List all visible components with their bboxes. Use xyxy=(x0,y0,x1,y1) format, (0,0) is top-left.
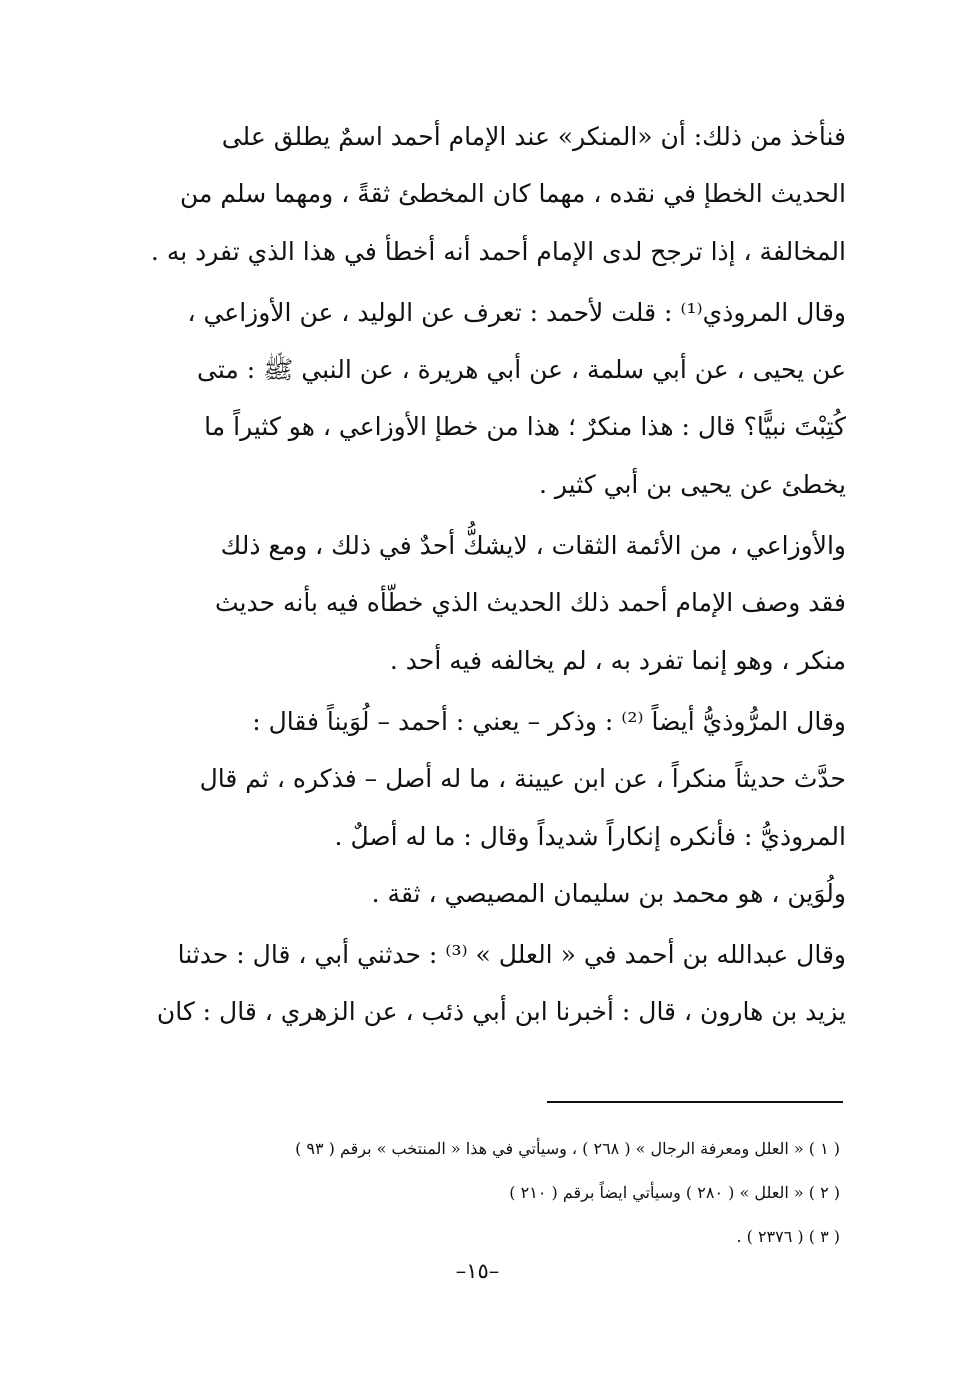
body-line: وقال المرُّوذيُّ أيضاً ⁽²⁾ : وذكر – يعني : أحمد – لُوَيناً فقال : xyxy=(252,706,846,736)
body-line: المخالفة ، إذا ترجح لدى الإمام أحمد أنه أخطأ في هذا الذي تفرد به . xyxy=(150,236,846,266)
body-text xyxy=(126,108,846,1041)
body-line: الحديث الخطإ في نقده ، مهما كان المخطئ ثقةً ، ومهما سلم من xyxy=(180,179,846,209)
body-line: يزيد بن هارون ، قال : أخبرنا ابن أبي ذئب ، عن الزهري ، قال : كان xyxy=(156,997,846,1027)
footnote-divider xyxy=(547,1101,843,1103)
footnote-1: ( ١ ) « العلل ومعرفة الرجال » ( ٢٦٨ ) ، وسيأتي في هذا « المنتخب » برقم ( ٩٣ ) xyxy=(295,1139,840,1158)
body-line: المروذيُّ : فأنكره إنكاراً شديداً وقال : ما له أصلٌ . xyxy=(334,821,846,851)
body-line: عن يحيى ، عن أبي سلمة ، عن أبي هريرة ، عن النبي ﷺ : متى xyxy=(197,355,846,385)
body-line: فقد وصف الإمام أحمد ذلك الحديث الذي خطّأه فيه بأنه حديث xyxy=(214,588,846,618)
body-line: يخطئ عن يحيى بن أبي كثير . xyxy=(538,469,846,499)
body-line: وقال المروذي⁽¹⁾ : قلت لأحمد : تعرف عن الوليد ، عن الأوزاعي ، xyxy=(187,297,846,327)
body-line: فنأخذ من ذلك: أن «المنكر» عند الإمام أحمد اسمٌ يطلق على xyxy=(221,122,846,151)
body-line: والأوزاعي ، من الأئمة الثقات ، لايشكُّ أحدٌ في ذلك ، ومع ذلك xyxy=(220,531,846,561)
footnotes xyxy=(200,1127,840,1259)
footnote-2: ( ٢ ) « العلل » ( ٢٨٠ ) وسيأتي ايضاً برقم ( ٢١٠ ) xyxy=(509,1183,840,1202)
page-number: –١٥– xyxy=(455,1259,500,1283)
body-line: منكر ، وهو إنما تفرد به ، لم يخالفه فيه أحد . xyxy=(389,645,846,675)
body-line: حدَّث حديثاً منكراً ، عن ابن عيينة ، ما له أصل – فذكره ، ثم قال xyxy=(199,764,846,794)
body-line: كُتِبْتَ نبيًّا؟ قال : هذا منكرٌ ؛ هذا من خطإ الأوزاعي ، هو كثيراً ما xyxy=(204,412,846,442)
body-line: وقال عبدالله بن أحمد في « العلل » ⁽³⁾ : حدثني أبي ، قال : حدثنا xyxy=(177,940,846,970)
footnote-3: ( ٣ ) ( ٢٣٧٦ ) . xyxy=(736,1227,840,1246)
body-line: ولُوَين ، هو محمد بن سليمان المصيصي ، ثقة . xyxy=(371,878,846,908)
